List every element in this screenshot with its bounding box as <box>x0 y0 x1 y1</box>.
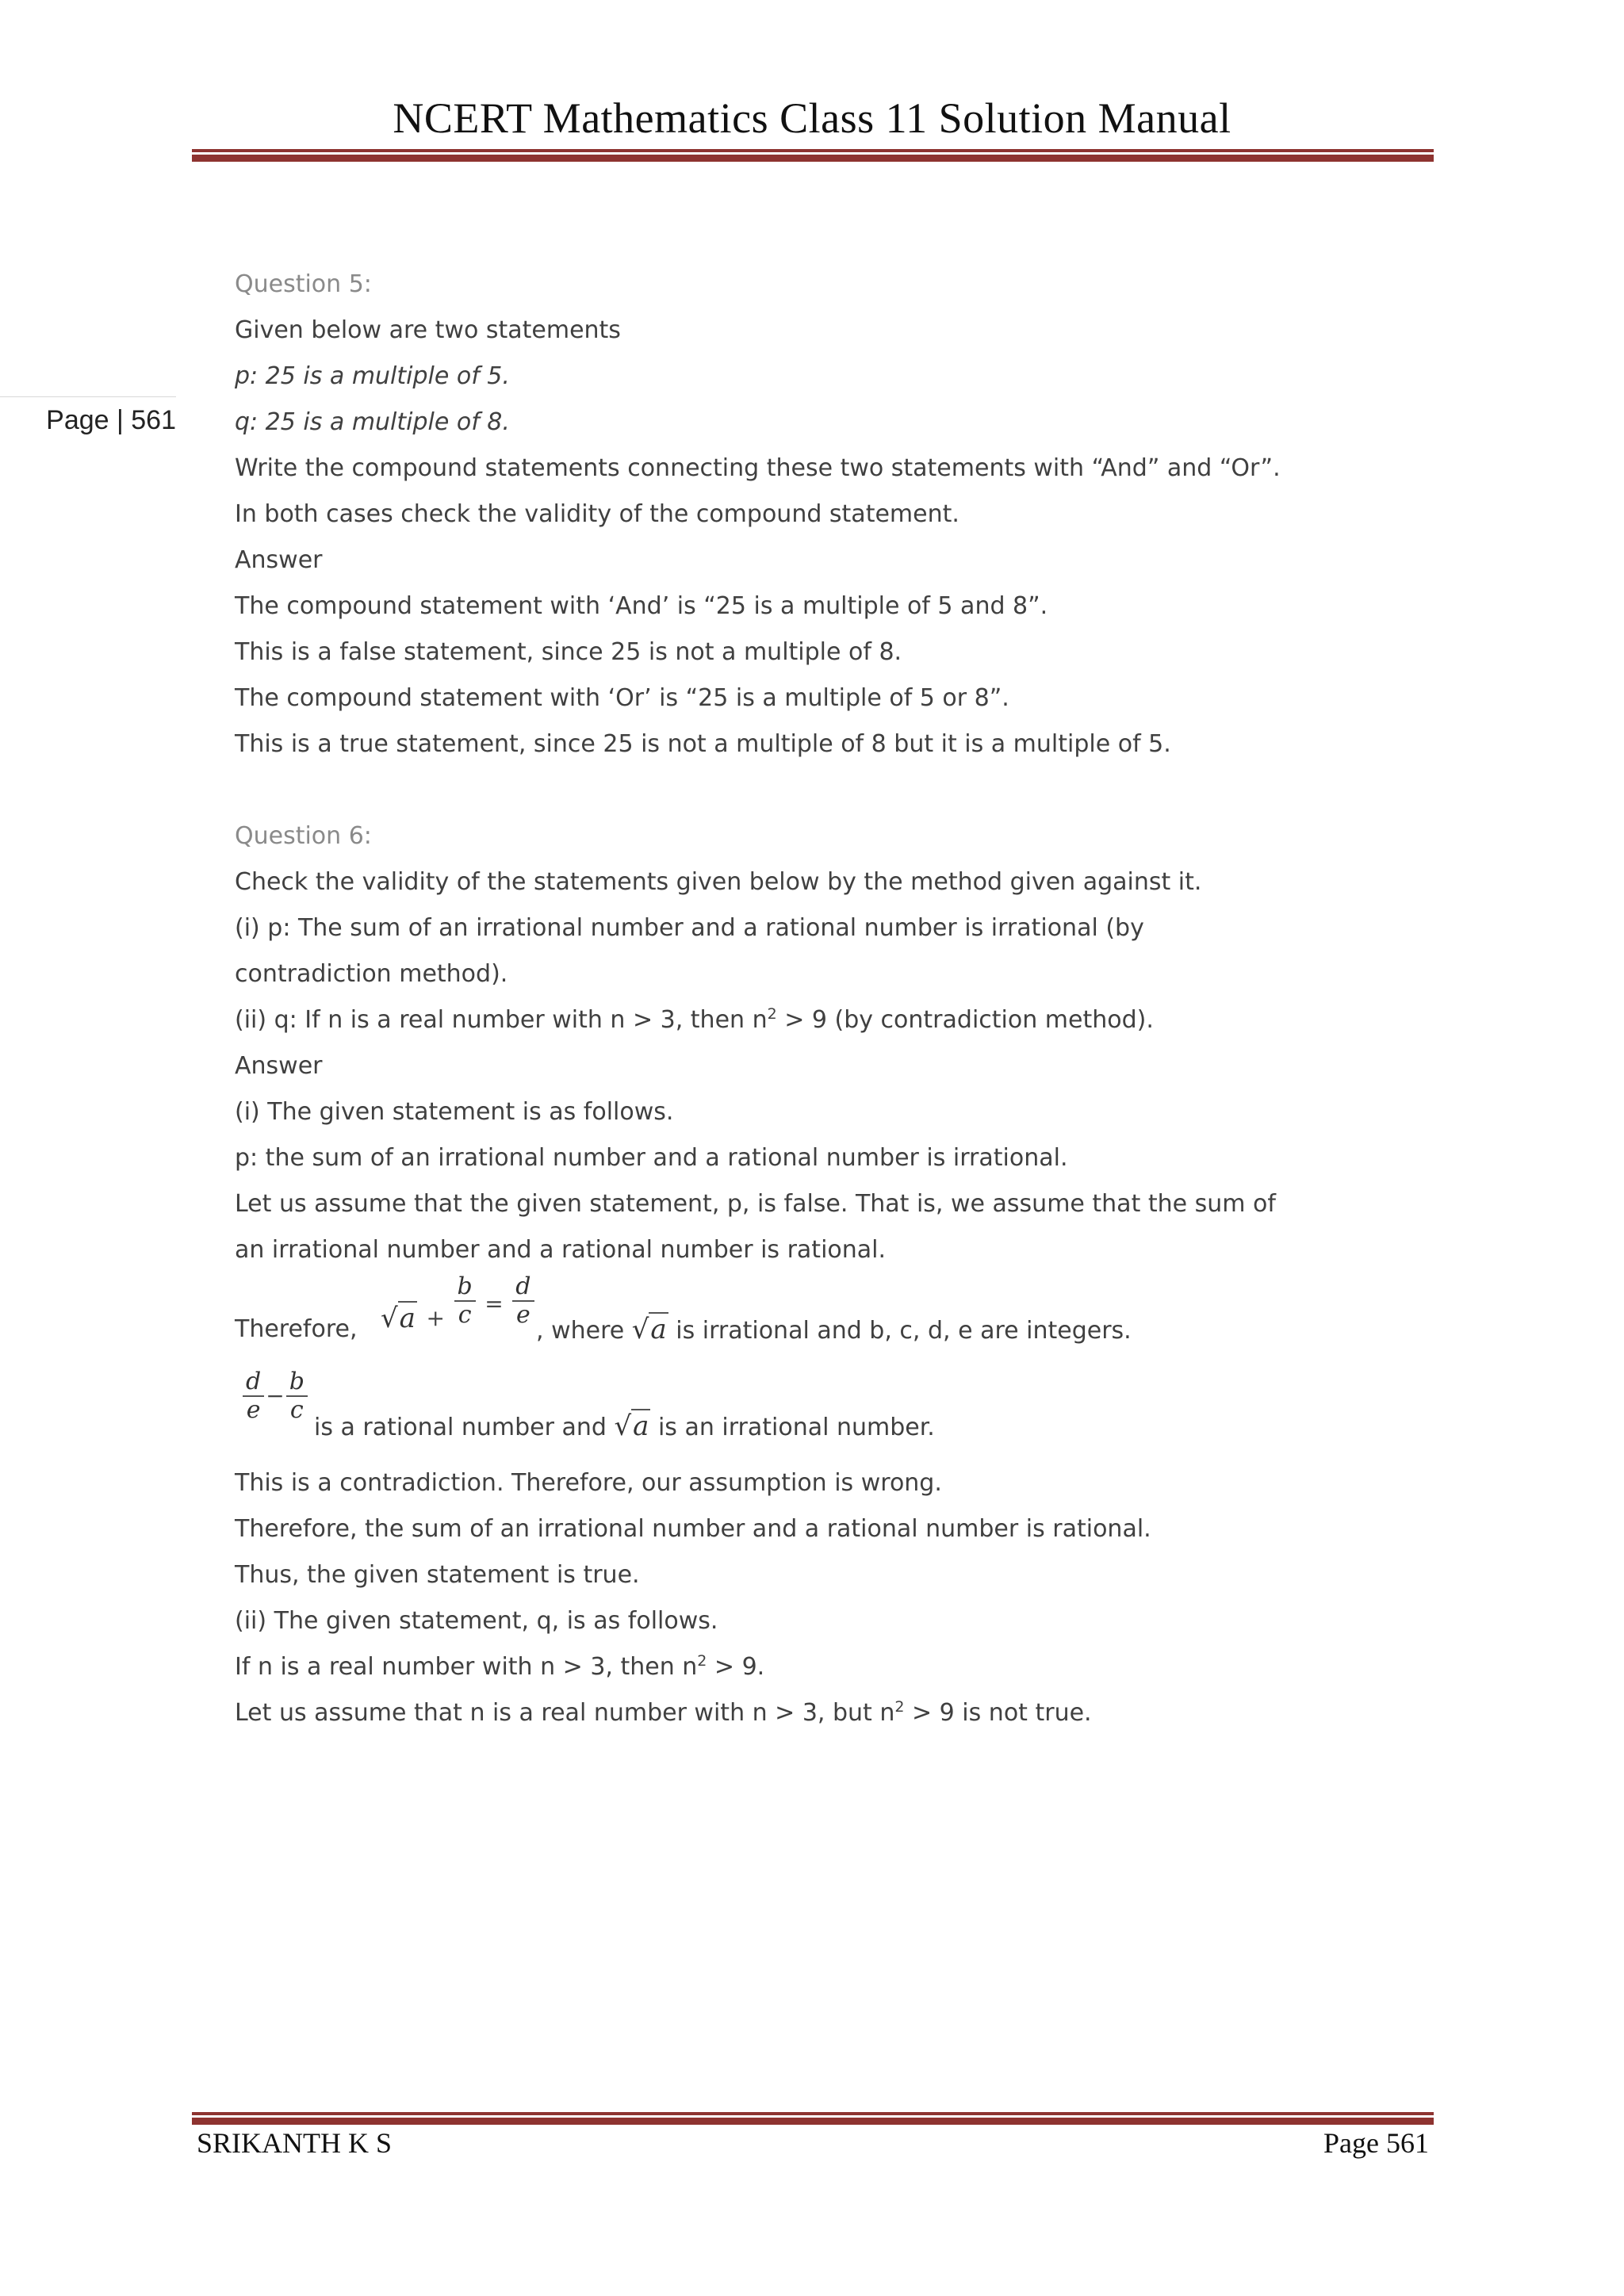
section-spacer <box>235 767 1392 813</box>
side-page-number: Page | 561 <box>46 405 176 435</box>
q6-answer-line: Let us assume that the given statement, p, is false. That is, we assume that the sum of <box>235 1190 1276 1218</box>
question-6-heading: Question 6: <box>235 822 372 850</box>
fraction-denominator: c <box>458 1301 472 1329</box>
fraction-denominator: e <box>516 1301 530 1329</box>
q6-answer-line: an irrational number and a rational number is rational. <box>235 1236 887 1264</box>
q6-answer-text: If n is a real number with n > 3, then n <box>235 1653 698 1681</box>
sqrt-radicand: a <box>650 1314 667 1345</box>
q6-answer-line: Therefore, the sum of an irrational number and a rational number is rational. <box>235 1515 1151 1543</box>
q5-answer-label: Answer <box>235 546 323 574</box>
sqrt-symbol: √a <box>631 1314 667 1345</box>
expression-d-over-e-minus-b-over-c <box>243 1368 308 1424</box>
fraction-numerator: b <box>454 1273 476 1302</box>
fraction-b-over-c <box>454 1273 476 1329</box>
q6-answer-text: > 9. <box>707 1653 765 1681</box>
footer-author: SRIKANTH K S <box>197 2127 393 2159</box>
exponent: 2 <box>697 1652 707 1670</box>
q6-answer-line <box>235 1644 1392 1690</box>
q5-statement-q: q: 25 is a multiple of 8. <box>235 408 510 436</box>
q6-part-1-cont: contradiction method). <box>235 960 508 988</box>
page-content <box>235 262 1392 1736</box>
exponent: 2 <box>767 1005 777 1023</box>
q5-line: Given below are two statements <box>235 316 621 344</box>
fraction-b-over-c <box>286 1368 308 1424</box>
document-header-title: NCERT Mathematics Class 11 Solution Manual <box>393 94 1231 142</box>
q5-statement-p: p: 25 is a multiple of 5. <box>235 362 510 390</box>
q6-answer-line: (i) The given statement is as follows. <box>235 1098 674 1126</box>
fraction-d-over-e <box>512 1273 534 1329</box>
fraction-numerator: b <box>286 1368 308 1397</box>
therefore-label: Therefore, <box>235 1315 358 1343</box>
footer-rule <box>192 2112 1434 2125</box>
exponent: 2 <box>894 1698 905 1716</box>
irrational-text: is an irrational number. <box>650 1414 935 1441</box>
q6-part-2-text: > 9 (by contradiction method). <box>776 1006 1154 1034</box>
rational-text: is a rational number and <box>314 1414 615 1441</box>
fraction-denominator: e <box>246 1396 261 1424</box>
fraction-d-over-e <box>243 1368 264 1424</box>
minus-sign: − <box>266 1382 285 1409</box>
fraction-line-text <box>314 1403 935 1451</box>
equation-where-clause <box>536 1307 1132 1354</box>
q6-answer-line: (ii) The given statement, q, is as follows. <box>235 1607 718 1635</box>
q6-answer-text: Let us assume that n is a real number with n > 3, but n <box>235 1699 895 1727</box>
fraction-difference-line <box>235 1365 1392 1460</box>
q6-answer-line: p: the sum of an irrational number and a rational number is irrational. <box>235 1144 1068 1172</box>
sqrt-symbol: √a <box>614 1410 649 1442</box>
q6-part-1: (i) p: The sum of an irrational number and a rational number is irrational (by <box>235 914 1144 942</box>
q5-line: In both cases check the validity of the compound statement. <box>235 500 959 528</box>
q6-answer-label: Answer <box>235 1052 323 1080</box>
q6-intro: Check the validity of the statements given below by the method given against it. <box>235 868 1202 896</box>
header-rule <box>192 149 1434 162</box>
equation-line <box>235 1273 1392 1365</box>
q6-answer-line <box>235 1690 1392 1736</box>
q6-answer-line: This is a contradiction. Therefore, our assumption is wrong. <box>235 1469 942 1497</box>
fraction-numerator: d <box>243 1368 264 1397</box>
sqrt-radicand: a <box>633 1410 649 1442</box>
q5-line: Write the compound statements connecting these two statements with “And” and “Or”. <box>235 454 1281 482</box>
sqrt-radicand: a <box>399 1302 416 1334</box>
plus-sign: + <box>426 1304 445 1331</box>
fraction-denominator: c <box>289 1396 304 1424</box>
q5-answer-line: The compound statement with ‘Or’ is “25 is a multiple of 5 or 8”. <box>235 684 1009 712</box>
side-page-label <box>0 396 176 435</box>
question-5-heading: Question 5: <box>235 270 372 298</box>
fraction-numerator: d <box>512 1273 534 1302</box>
footer-page-number: Page 561 <box>1323 2127 1429 2159</box>
where-text: , where <box>536 1317 632 1345</box>
q6-part-2 <box>235 997 1392 1043</box>
q6-answer-line: Thus, the given statement is true. <box>235 1561 640 1589</box>
q5-answer-line: The compound statement with ‘And’ is “25 is a multiple of 5 and 8”. <box>235 592 1048 620</box>
q6-answer-text: > 9 is not true. <box>904 1699 1092 1727</box>
equation-sqrt-a-plus-b-over-c <box>381 1272 534 1334</box>
q5-answer-line: This is a true statement, since 25 is not a multiple of 8 but it is a multiple of 5. <box>235 730 1171 758</box>
sqrt-symbol: √a <box>381 1302 416 1334</box>
q5-answer-line: This is a false statement, since 25 is not a multiple of 8. <box>235 638 902 666</box>
equation-tail-text: is irrational and b, c, d, e are integers. <box>668 1317 1132 1345</box>
equals-sign: = <box>485 1290 504 1317</box>
q6-part-2-text: (ii) q: If n is a real number with n > 3, then n <box>235 1006 768 1034</box>
